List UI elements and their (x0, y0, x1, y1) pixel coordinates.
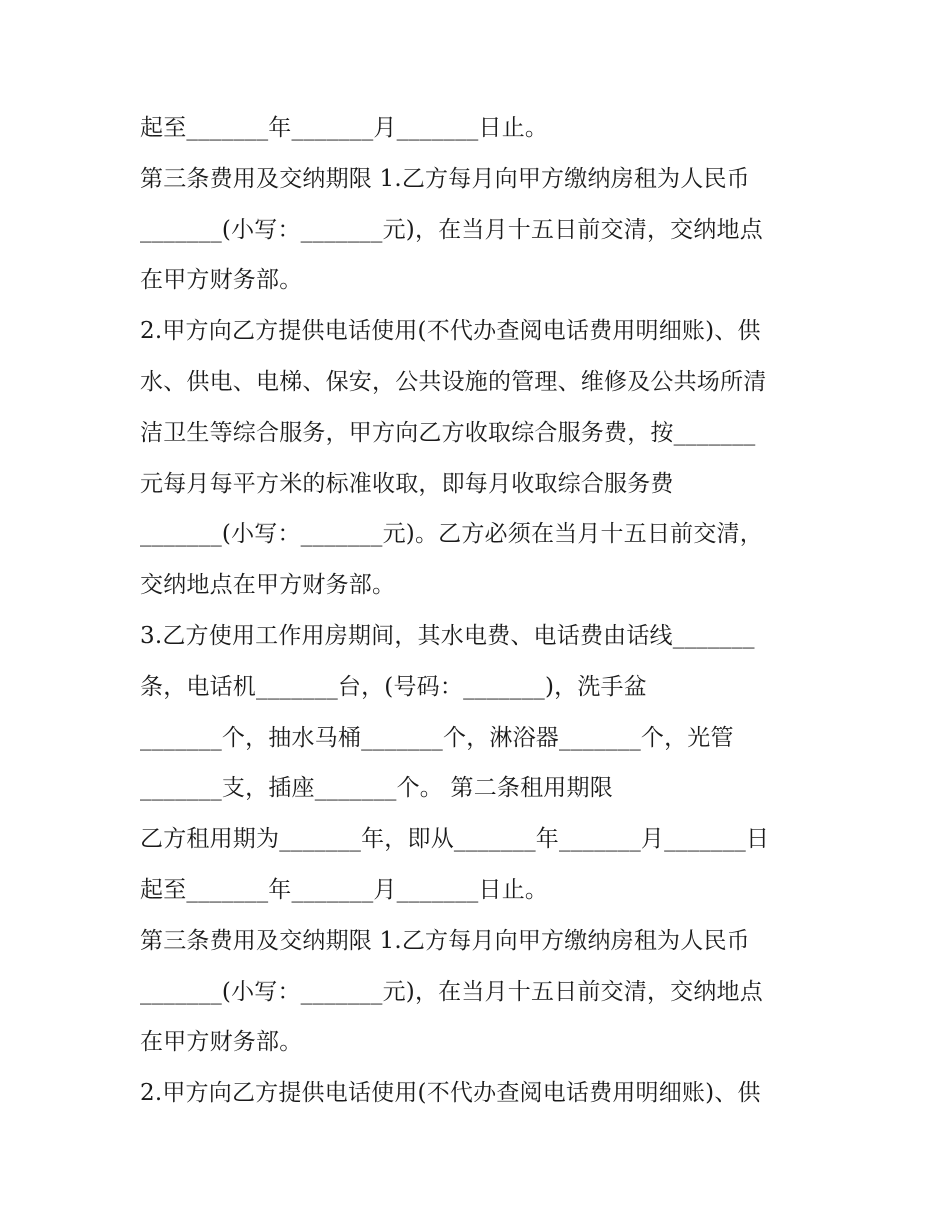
text-line-13: _______个，抽水马桶_______个，淋浴器_______个，光管 (140, 724, 734, 751)
text-line-9: _______(小写：_______元)。乙方必须在当月十五日前交清， (140, 521, 763, 548)
text-line-5: 2.甲方向乙方提供电话使用(不代办查阅电话费用明细账)、供 (140, 318, 761, 345)
text-line-8: 元每月每平方米的标准收取，即每月收取综合服务费 (140, 470, 674, 497)
text-line-15: 乙方租用期为_______年，即从_______年_______月_______日 (140, 826, 770, 853)
text-line-16: 起至_______年_______月_______日止。 (140, 876, 549, 903)
text-line-14: _______支，插座_______个。 第二条租用期限 (140, 775, 613, 802)
text-line-12: 条，电话机_______台，(号码：_______)，洗手盆 (140, 673, 647, 700)
text-line-18: _______(小写：_______元)，在当月十五日前交清，交纳地点 (140, 978, 763, 1005)
text-line-19: 在甲方财务部。 (140, 1029, 303, 1056)
text-line-11: 3.乙方使用工作用房期间，其水电费、电话费由话线_______ (140, 622, 755, 649)
document-body (140, 103, 830, 1119)
text-line-6: 水、供电、电梯、保安，公共设施的管理、维修及公共场所清 (140, 368, 767, 395)
text-line-10: 交纳地点在甲方财务部。 (140, 572, 396, 599)
text-line-2: 第三条费用及交纳期限 1.乙方每月向甲方缴纳房租为人民币 (140, 165, 750, 192)
text-line-4: 在甲方财务部。 (140, 267, 303, 294)
text-line-17: 第三条费用及交纳期限 1.乙方每月向甲方缴纳房租为人民币 (140, 927, 750, 954)
text-line-7: 洁卫生等综合服务，甲方向乙方收取综合服务费，按_______ (140, 419, 756, 446)
text-line-1: 起至_______年_______月_______日止。 (140, 115, 549, 141)
text-line-3: _______(小写：_______元)，在当月十五日前交清，交纳地点 (140, 216, 763, 243)
text-line-20: 2.甲方向乙方提供电话使用(不代办查阅电话费用明细账)、供 (140, 1080, 761, 1107)
